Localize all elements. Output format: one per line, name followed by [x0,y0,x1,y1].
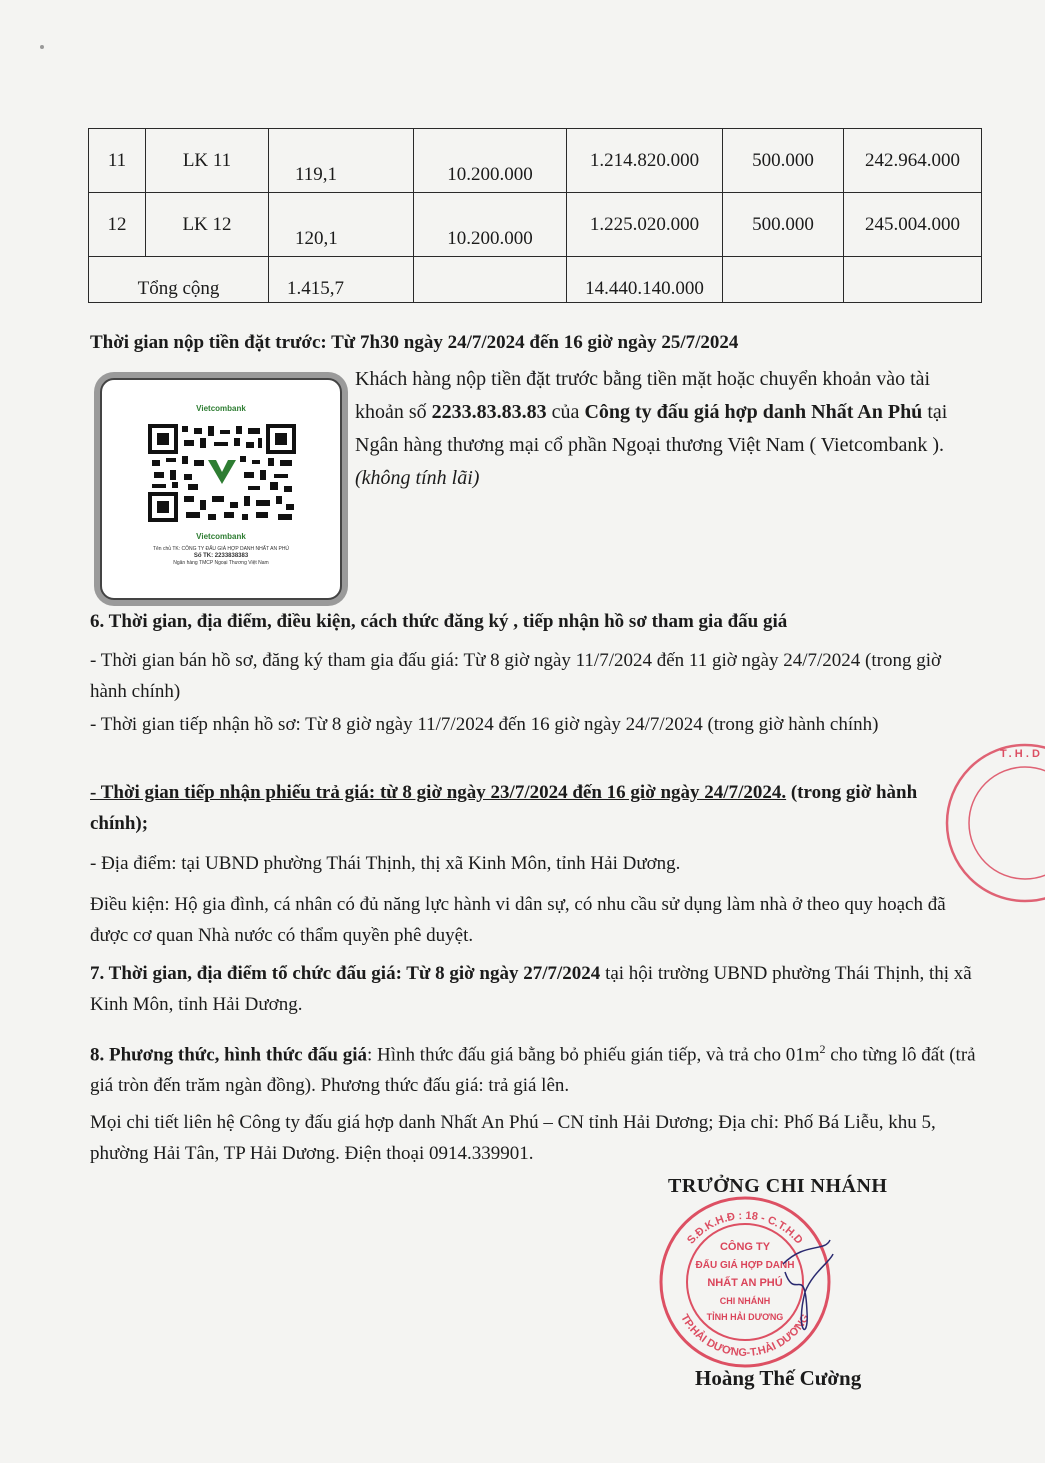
stamp-line-5: TỈNH HẢI DƯƠNG [706,1312,784,1322]
qr-account-info [122,546,320,567]
cell-step: 500.000 [723,129,844,193]
cell-unit-price: 10.200.000 [414,129,567,193]
deposit-time-heading: Thời gian nộp tiền đặt trước: Từ 7h30 ngày 24/7/2024 đến 16 giờ ngày 25/7/2024 [90,332,739,353]
section6-heading: 6. Thời gian, địa điểm, điều kiện, cách thức đăng ký , tiếp nhận hồ sơ tham gia đấu giá [90,611,788,632]
scan-speck [40,45,44,49]
section8-text-1: : Hình thức đấu giá bằng bỏ phiếu gián tiếp, và trả cho 01m [367,1044,820,1066]
lots-table [88,128,982,303]
section8-superscript: 2 [819,1042,826,1056]
side-stamp-text-content: T.H.D [1000,748,1040,760]
cell-deposit: 245.004.000 [844,193,982,257]
cell-total: 1.225.020.000 [567,193,723,257]
total-empty-cell [414,257,567,303]
cell-area: 119,1 [269,129,414,193]
bid-slip-time-rest: (trong giờ hành chính); [90,782,918,834]
stamp-ring-top: S.Đ.K.H.Đ : 18 - C.T.H.D [685,1209,805,1247]
signatory-name: Hoàng Thế Cường [695,1366,862,1390]
payment-text-1: Khách hàng nộp tiền đặt trước bằng tiền mặt hoặc chuyển khoản vào tài khoản số [355,368,931,423]
section6-line2: - Thời gian tiếp nhận hồ sơ: Từ 8 giờ ngày 11/7/2024 đến 16 giờ ngày 24/7/2024 (trong giờ hành chính) [90,714,879,735]
table-row [89,129,982,193]
stamp-line-2: ĐẤU GIÁ HỢP DANH [695,1260,795,1271]
section7-text: tại hội trường UBND phường Thái Thịnh, thị xã Kinh Môn, tỉnh Hải Dương. [90,963,972,1015]
cell-no: 12 [89,193,146,257]
payment-instructions [355,363,980,495]
section7-paragraph [90,958,978,1020]
qr-bank-full-name: Ngân hàng TMCP Ngoại Thương Việt Nam [173,560,269,566]
signature-title: TRƯỞNG CHI NHÁNH [668,1175,888,1197]
section7-heading: 7. Thời gian, địa điểm tổ chức đấu giá: Từ 8 giờ ngày 27/7/2024 [90,963,601,984]
table-row [89,193,982,257]
bid-slip-time-underlined: - Thời gian tiếp nhận phiếu trả giá: từ 8 giờ ngày 23/7/2024 đến 16 giờ ngày 24/7/2024. [90,782,787,803]
cell-lot: LK 12 [146,193,269,257]
table-total-row [89,257,982,303]
stamp-ring-bottom: TP.HẢI DƯƠNG-T.HẢI DƯƠNG [678,1312,812,1360]
cell-total: 1.214.820.000 [567,129,723,193]
company-stamp [655,1192,835,1372]
cell-deposit: 242.964.000 [844,129,982,193]
cell-unit-price: 10.200.000 [414,193,567,257]
total-empty-cell [844,257,982,303]
section6-line1: - Thời gian bán hồ sơ, đăng ký tham gia đấu giá: Từ 8 giờ ngày 11/7/2024 đến 11 giờ ngày 24/7/2024 (trong giờ hành chính) [90,650,942,702]
qr-bank-logo-bottom: Vietcombank [196,532,246,541]
payment-note: (không tính lãi) [355,467,480,489]
total-empty-cell [723,257,844,303]
qr-bank-logo-top: Vietcombank [196,404,246,413]
cell-lot: LK 11 [146,129,269,193]
total-amount: 14.440.140.000 [567,257,723,303]
contact-paragraph: Mọi chi tiết liên hệ Công ty đấu giá hợp danh Nhất An Phú – CN tỉnh Hải Dương; Địa chỉ: Phố Bá Liễu, khu 5, phường Hải Tân, TP Hải Dương. Điện thoại 0914.339901. [90,1112,936,1164]
stamp-line-1: CÔNG TY [719,1241,771,1253]
section6-conditions: Điều kiện: Hộ gia đình, cá nhân có đủ năng lực hành vi dân sự, có nhu cầu sử dụng làm nhà ở theo quy hoạch đã được cơ quan Nhà nước có thẩm quyền phê duyệt. [90,894,946,946]
cell-no: 11 [89,129,146,193]
total-label: Tổng cộng [89,257,269,303]
total-area: 1.415,7 [269,257,414,303]
side-stamp-partial [940,735,1045,910]
section6-line3 [90,777,978,839]
company-name: Công ty đấu giá hợp danh Nhất An Phú [584,401,923,423]
payment-text-2: của [546,401,585,423]
payment-text-3: tại Ngân hàng thương mại cổ phần Ngoại thương Việt Nam ( Vietcombank ). [355,401,948,456]
qr-code-icon [148,424,296,522]
section6-location: - Địa điểm: tại UBND phường Thái Thịnh, thị xã Kinh Môn, tỉnh Hải Dương. [90,853,681,874]
qr-account-holder: Tên chủ TK: CÔNG TY ĐẤU GIÁ HỢP DANH NHẤT AN PHÚ [152,546,290,552]
cell-area: 120,1 [269,193,414,257]
qr-account-number: Số TK: 2233838383 [193,553,249,559]
section8-text-2: cho từng lô đất (trả giá tròn đến trăm ngàn đồng). Phương thức đấu giá: trả giá lên. [90,1044,976,1097]
qr-payment-card [100,378,342,600]
stamp-line-3: NHẤT AN PHÚ [707,1277,783,1289]
cell-step: 500.000 [723,193,844,257]
stamp-line-4: CHI NHÁNH [719,1296,771,1306]
side-stamp-text [1000,748,1040,760]
section8-paragraph [90,1034,978,1101]
account-number: 2233.83.83.83 [431,401,547,423]
section8-heading: 8. Phương thức, hình thức đấu giá [90,1044,368,1066]
